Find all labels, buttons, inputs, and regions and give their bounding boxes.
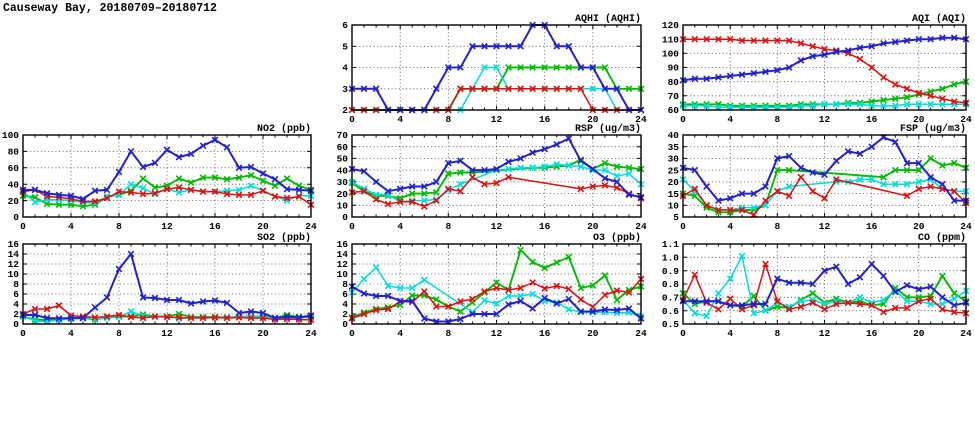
x-tick-label: 0 bbox=[20, 221, 26, 232]
chart-o3 bbox=[337, 232, 647, 339]
y-tick-label: 90 bbox=[667, 62, 679, 74]
y-tick-label: 15 bbox=[667, 188, 679, 200]
chart-aqi bbox=[662, 13, 972, 125]
y-tick-label: 40 bbox=[667, 130, 679, 142]
x-tick-label: 4 bbox=[68, 221, 74, 232]
y-tick-label: 10 bbox=[336, 200, 348, 212]
series-blue-markers bbox=[20, 137, 314, 202]
x-tick-label: 8 bbox=[445, 221, 452, 232]
y-tick-label: 6 bbox=[13, 289, 19, 301]
chart-title: FSP (ug/m3) bbox=[899, 124, 966, 135]
y-tick-label: 4 bbox=[342, 62, 348, 74]
x-tick-label: 8 bbox=[774, 114, 781, 125]
x-tick-label: 24 bbox=[960, 114, 972, 125]
y-tick-label: 0.8 bbox=[661, 279, 679, 291]
y-tick-label: 2 bbox=[13, 309, 19, 321]
y-tick-label: 0 bbox=[342, 212, 348, 224]
plot-border bbox=[352, 135, 641, 217]
y-tick-label: 2 bbox=[342, 105, 348, 117]
y-tick-label: 50 bbox=[336, 153, 348, 165]
x-tick-label: 20 bbox=[913, 221, 925, 232]
page-title: Causeway Bay, 20180709–20180712 bbox=[3, 2, 217, 15]
x-tick-label: 0 bbox=[680, 328, 686, 339]
y-tick-label: 10 bbox=[7, 269, 19, 281]
y-tick-label: 6 bbox=[342, 289, 348, 301]
y-tick-label: 110 bbox=[661, 34, 679, 46]
y-tick-label: 60 bbox=[7, 163, 19, 174]
y-tick-label: 35 bbox=[667, 141, 679, 153]
x-tick-label: 12 bbox=[818, 114, 831, 125]
series-cyan-line bbox=[683, 256, 966, 316]
x-tick-label: 12 bbox=[490, 221, 503, 232]
y-tick-label: 6 bbox=[342, 20, 348, 32]
y-tick-label: 0.9 bbox=[661, 265, 679, 277]
chart-aqhi bbox=[342, 13, 647, 125]
series-green-markers bbox=[680, 273, 969, 313]
y-tick-label: 0 bbox=[13, 212, 19, 224]
x-tick-label: 20 bbox=[587, 328, 599, 339]
series-cyan-line bbox=[683, 180, 966, 211]
y-tick-label: 20 bbox=[7, 195, 19, 207]
y-tick-label: 70 bbox=[667, 91, 679, 102]
x-tick-label: 24 bbox=[305, 328, 317, 339]
x-tick-label: 16 bbox=[538, 221, 551, 232]
y-tick-label: 60 bbox=[336, 141, 348, 153]
x-tick-label: 0 bbox=[680, 114, 686, 125]
y-tick-label: 120 bbox=[661, 20, 679, 32]
x-tick-label: 20 bbox=[913, 114, 925, 125]
y-tick-label: 5 bbox=[342, 41, 348, 53]
chart-fsp bbox=[668, 123, 972, 232]
y-tick-label: 1.1 bbox=[661, 239, 679, 251]
x-tick-label: 8 bbox=[116, 221, 122, 232]
x-tick-label: 0 bbox=[20, 328, 26, 339]
x-tick-label: 24 bbox=[960, 328, 972, 339]
x-tick-label: 16 bbox=[865, 221, 878, 232]
x-tick-label: 24 bbox=[960, 221, 972, 232]
y-tick-label: 8 bbox=[342, 279, 348, 291]
y-tick-label: 30 bbox=[667, 153, 679, 165]
y-tick-label: 12 bbox=[7, 259, 19, 271]
y-tick-label: 20 bbox=[667, 177, 679, 189]
chart-title: SO2 (ppb) bbox=[256, 233, 311, 244]
x-tick-label: 4 bbox=[397, 328, 404, 339]
chart-co bbox=[662, 232, 972, 339]
y-tick-label: 4 bbox=[13, 299, 19, 311]
y-tick-label: 40 bbox=[336, 165, 348, 177]
x-tick-label: 24 bbox=[635, 114, 647, 125]
y-tick-label: 3 bbox=[342, 84, 348, 95]
chart-title: AQHI (AQHI) bbox=[574, 14, 641, 25]
series-green-line bbox=[23, 175, 311, 206]
x-tick-label: 8 bbox=[774, 221, 781, 232]
x-tick-label: 12 bbox=[490, 328, 503, 339]
y-tick-label: 0.6 bbox=[661, 305, 679, 317]
y-tick-label: 0 bbox=[342, 319, 348, 331]
y-tick-label: 100 bbox=[1, 130, 19, 142]
y-tick-label: 12 bbox=[336, 259, 348, 271]
x-tick-label: 12 bbox=[818, 221, 831, 232]
y-tick-label: 100 bbox=[661, 48, 679, 60]
x-tick-label: 4 bbox=[397, 221, 404, 232]
y-tick-label: 14 bbox=[336, 249, 348, 261]
y-tick-label: 25 bbox=[667, 165, 679, 177]
y-tick-label: 60 bbox=[667, 105, 679, 117]
y-tick-label: 0.7 bbox=[661, 292, 679, 304]
x-tick-label: 16 bbox=[538, 114, 551, 125]
y-tick-label: 20 bbox=[336, 188, 348, 200]
y-tick-label: 14 bbox=[7, 249, 19, 261]
series-blue-line bbox=[683, 38, 966, 81]
x-tick-label: 8 bbox=[445, 328, 452, 339]
y-tick-label: 16 bbox=[7, 239, 19, 251]
y-tick-label: 10 bbox=[667, 200, 679, 212]
x-tick-label: 16 bbox=[865, 328, 878, 339]
x-tick-label: 8 bbox=[445, 114, 452, 125]
chart-so2 bbox=[8, 232, 317, 339]
chart-title: AQI (AQI) bbox=[911, 14, 966, 25]
x-tick-label: 16 bbox=[209, 221, 221, 232]
chart-rsp bbox=[337, 123, 647, 232]
x-tick-label: 0 bbox=[349, 114, 355, 125]
x-tick-label: 20 bbox=[257, 328, 269, 339]
y-tick-label: 1.0 bbox=[661, 252, 679, 264]
chart-title: CO (ppm) bbox=[917, 233, 966, 244]
y-tick-label: 30 bbox=[336, 177, 348, 189]
x-tick-label: 12 bbox=[490, 114, 503, 125]
x-tick-label: 4 bbox=[68, 328, 74, 339]
x-tick-label: 24 bbox=[305, 221, 317, 232]
y-tick-label: 40 bbox=[7, 179, 19, 191]
x-tick-label: 8 bbox=[774, 328, 781, 339]
x-tick-label: 0 bbox=[349, 221, 355, 232]
x-tick-label: 16 bbox=[209, 328, 221, 339]
y-tick-label: 5 bbox=[673, 212, 679, 224]
y-tick-label: 0.5 bbox=[661, 319, 679, 331]
x-tick-label: 12 bbox=[818, 328, 831, 339]
series-blue-markers bbox=[680, 261, 969, 308]
x-tick-label: 0 bbox=[680, 221, 686, 232]
x-tick-label: 20 bbox=[913, 328, 925, 339]
y-tick-label: 0 bbox=[13, 319, 19, 331]
x-tick-label: 4 bbox=[727, 328, 734, 339]
x-tick-label: 20 bbox=[587, 114, 599, 125]
x-tick-label: 12 bbox=[161, 221, 173, 232]
x-tick-label: 4 bbox=[727, 221, 734, 232]
axis-ticks bbox=[683, 135, 966, 217]
y-tick-label: 80 bbox=[667, 76, 679, 88]
y-tick-label: 2 bbox=[342, 309, 348, 321]
chart-title: O3 (ppb) bbox=[592, 233, 641, 244]
x-tick-label: 4 bbox=[397, 114, 404, 125]
x-tick-label: 0 bbox=[349, 328, 355, 339]
chart-title: NO2 (ppb) bbox=[256, 124, 311, 135]
x-tick-label: 20 bbox=[257, 221, 269, 232]
plot-border bbox=[683, 135, 966, 217]
chart-title: RSP (ug/m3) bbox=[574, 124, 641, 135]
x-tick-label: 24 bbox=[635, 328, 647, 339]
y-tick-label: 70 bbox=[336, 130, 348, 142]
x-tick-label: 16 bbox=[865, 114, 878, 125]
x-tick-label: 8 bbox=[116, 328, 122, 339]
y-tick-label: 80 bbox=[7, 146, 19, 158]
x-tick-label: 24 bbox=[635, 221, 647, 232]
x-tick-label: 20 bbox=[587, 221, 599, 232]
axis-ticks bbox=[352, 135, 641, 217]
y-tick-label: 8 bbox=[13, 279, 19, 291]
x-tick-label: 4 bbox=[727, 114, 734, 125]
y-tick-label: 16 bbox=[336, 239, 348, 251]
y-tick-label: 10 bbox=[336, 269, 348, 281]
y-tick-label: 4 bbox=[342, 299, 348, 311]
x-tick-label: 12 bbox=[161, 328, 173, 339]
x-tick-label: 16 bbox=[538, 328, 551, 339]
chart-no2 bbox=[2, 123, 317, 232]
